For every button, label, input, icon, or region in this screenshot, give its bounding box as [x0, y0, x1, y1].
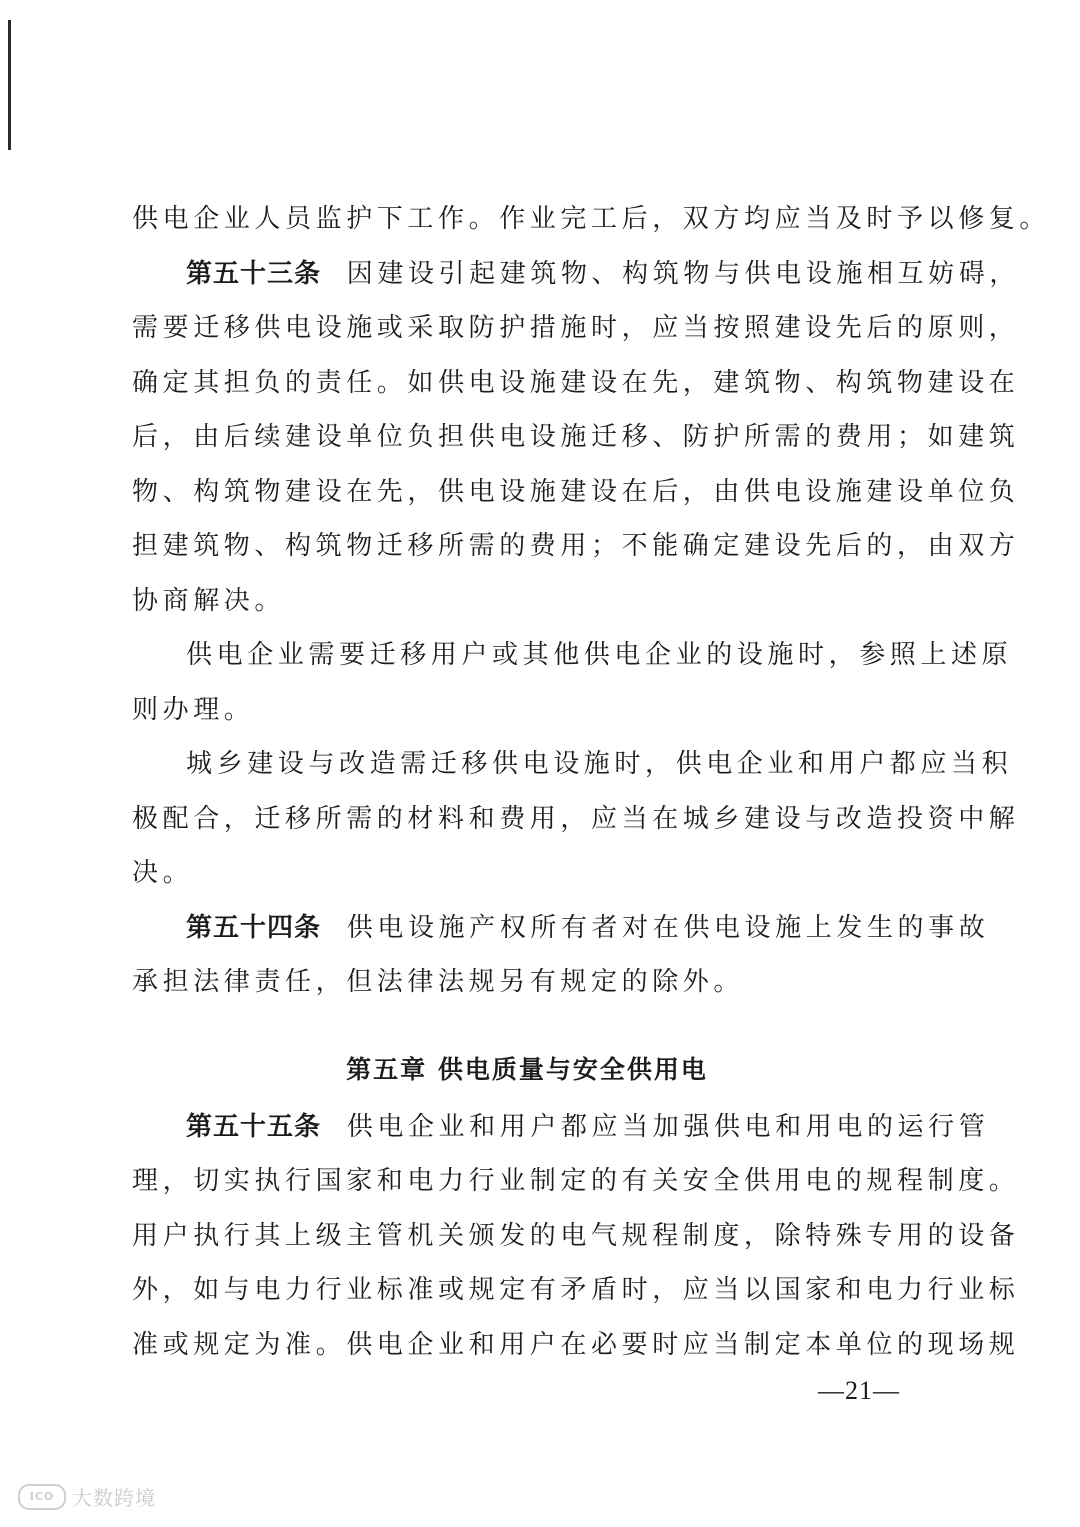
watermark-logo-icon: ICO: [18, 1484, 66, 1510]
text-line: 准或规定为准。供电企业和用户在必要时应当制定本单位的现场规: [132, 1329, 1020, 1360]
article-53-text: 因建设引起建筑物、构筑物与供电设施相互妨碍，: [346, 258, 1020, 289]
text-line: 供电企业人员监护下工作。作业完工后，双方均应当及时予以修复。: [132, 204, 1051, 234]
text-line: 外，如与电力行业标准或规定有矛盾时，应当以国家和电力行业标: [132, 1275, 1020, 1305]
scan-edge-mark: [8, 20, 11, 150]
paragraph-first-line: 供电企业需要迁移用户或其他供电企业的设施时，参照上述原: [186, 640, 1013, 670]
article-54-text: 供电设施产权所有者对在供电设施上发生的事故: [346, 912, 990, 943]
article-54-first-line: [132, 901, 990, 956]
text-line: 协商解决。: [132, 585, 286, 616]
chapter-title: 第五章 供电质量与安全供用电: [346, 1054, 708, 1084]
text-line: 承担法律责任，但法律法规另有规定的除外。: [132, 967, 745, 997]
article-53-first-line: [132, 247, 1020, 302]
page-number: —21—: [818, 1376, 900, 1405]
article-55-text: 供电企业和用户都应当加强供电和用电的运行管: [346, 1111, 990, 1142]
article-54-heading: 第五十四条: [186, 912, 322, 943]
text-line: 用户执行其上级主管机关颁发的电气规程制度，除特殊专用的设备: [132, 1220, 1020, 1251]
text-line: 物、构筑物建设在先，供电设施建设在后，由供电设施建设单位负: [132, 476, 1020, 507]
article-53-heading: 第五十三条: [186, 258, 322, 289]
text-line: 后，由后续建设单位负担供电设施迁移、防护所需的费用；如建筑: [132, 422, 1020, 452]
document-page: [132, 192, 1051, 1372]
watermark: [18, 1482, 156, 1511]
text-line: 需要迁移供电设施或采取防护措施时，应当按照建设先后的原则，: [132, 313, 1020, 343]
article-55-first-line: [132, 1100, 990, 1155]
text-line: 理，切实执行国家和电力行业制定的有关安全供用电的规程制度。: [132, 1166, 1020, 1196]
text-line: 则办理。: [132, 694, 255, 725]
text-line: 决。: [132, 858, 194, 888]
text-line: 极配合，迁移所需的材料和费用，应当在城乡建设与改造投资中解: [132, 803, 1020, 834]
watermark-text: 大数跨境: [72, 1486, 156, 1510]
article-55-heading: 第五十五条: [186, 1111, 322, 1142]
text-line: 确定其担负的责任。如供电设施建设在先，建筑物、构筑物建设在: [132, 367, 1020, 398]
text-line: 担建筑物、构筑物迁移所需的费用；不能确定建设先后的，由双方: [132, 531, 1020, 561]
paragraph-first-line: 城乡建设与改造需迁移供电设施时，供电企业和用户都应当积: [186, 749, 1013, 779]
